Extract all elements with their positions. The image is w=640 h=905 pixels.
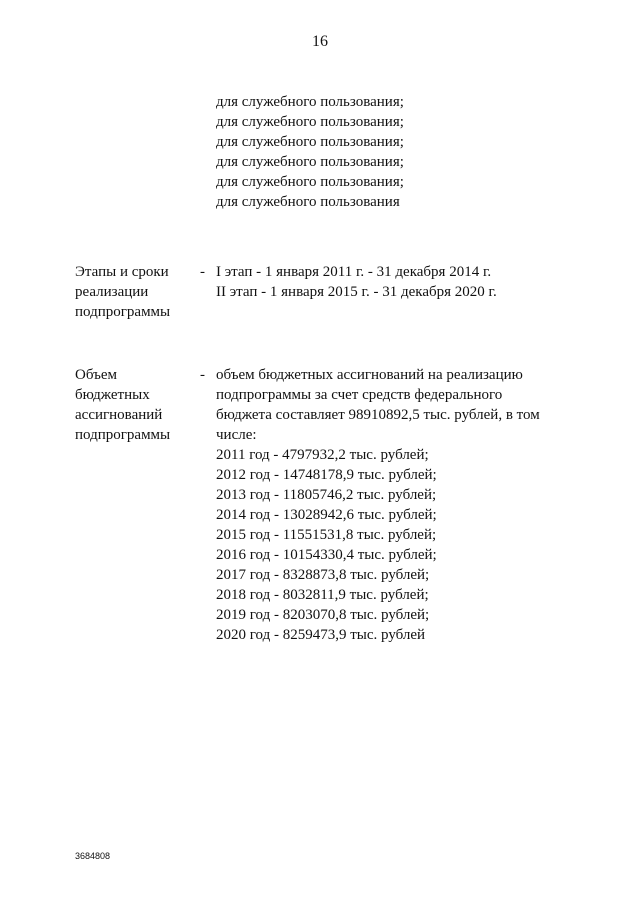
budget-year-line: 2011 год - 4797932,2 тыс. рублей; [216,447,429,463]
stages-label-line: Этапы и сроки [75,264,169,280]
budget-label-line: ассигнований [75,407,163,423]
budget-intro-line: бюджета составляет 98910892,5 тыс. рублей, в том [216,407,540,423]
stage-line: II этап - 1 января 2015 г. - 31 декабря 2020 г. [216,284,497,300]
document-code: 3684808 [75,851,111,861]
stages-body [216,262,556,302]
budget-year-line: 2017 год - 8328873,8 тыс. рублей; [216,567,430,583]
budget-label-line: бюджетных [75,387,150,403]
budget-intro-line: числе: [216,427,257,443]
stages-label-line: подпрограммы [75,304,171,320]
page-number: 16 [312,33,328,50]
budget-intro-line: объем бюджетных ассигнований на реализацию [216,367,523,383]
stages-label-line: реализации [75,284,149,300]
budget-year-line: 2012 год - 14748178,9 тыс. рублей; [216,467,437,483]
restricted-line: для служебного пользования; [216,114,404,130]
budget-year-line: 2019 год - 8203070,8 тыс. рублей; [216,607,430,623]
budget-dash: - [200,367,205,383]
stages-dash: - [200,264,205,280]
restricted-line: для служебного пользования; [216,154,404,170]
budget-year-line: 2013 год - 11805746,2 тыс. рублей; [216,487,437,503]
budget-year-line: 2016 год - 10154330,4 тыс. рублей; [216,547,437,563]
budget-intro-line: подпрограммы за счет средств федерального [216,387,503,403]
stages-label [75,262,195,322]
budget-label [75,365,195,445]
budget-year-line: 2020 год - 8259473,9 тыс. рублей [216,627,426,643]
budget-year-line: 2015 год - 11551531,8 тыс. рублей; [216,527,437,543]
budget-label-line: Объем [75,367,117,383]
restricted-line: для служебного пользования; [216,94,404,110]
budget-label-line: подпрограммы [75,427,171,443]
stage-line: I этап - 1 января 2011 г. - 31 декабря 2014 г. [216,264,492,280]
restricted-use-list [216,92,404,212]
restricted-line: для служебного пользования; [216,174,404,190]
budget-year-line: 2018 год - 8032811,9 тыс. рублей; [216,587,429,603]
budget-body [216,365,556,645]
budget-year-line: 2014 год - 13028942,6 тыс. рублей; [216,507,437,523]
restricted-line: для служебного пользования; [216,134,404,150]
restricted-line: для служебного пользования [216,194,400,210]
